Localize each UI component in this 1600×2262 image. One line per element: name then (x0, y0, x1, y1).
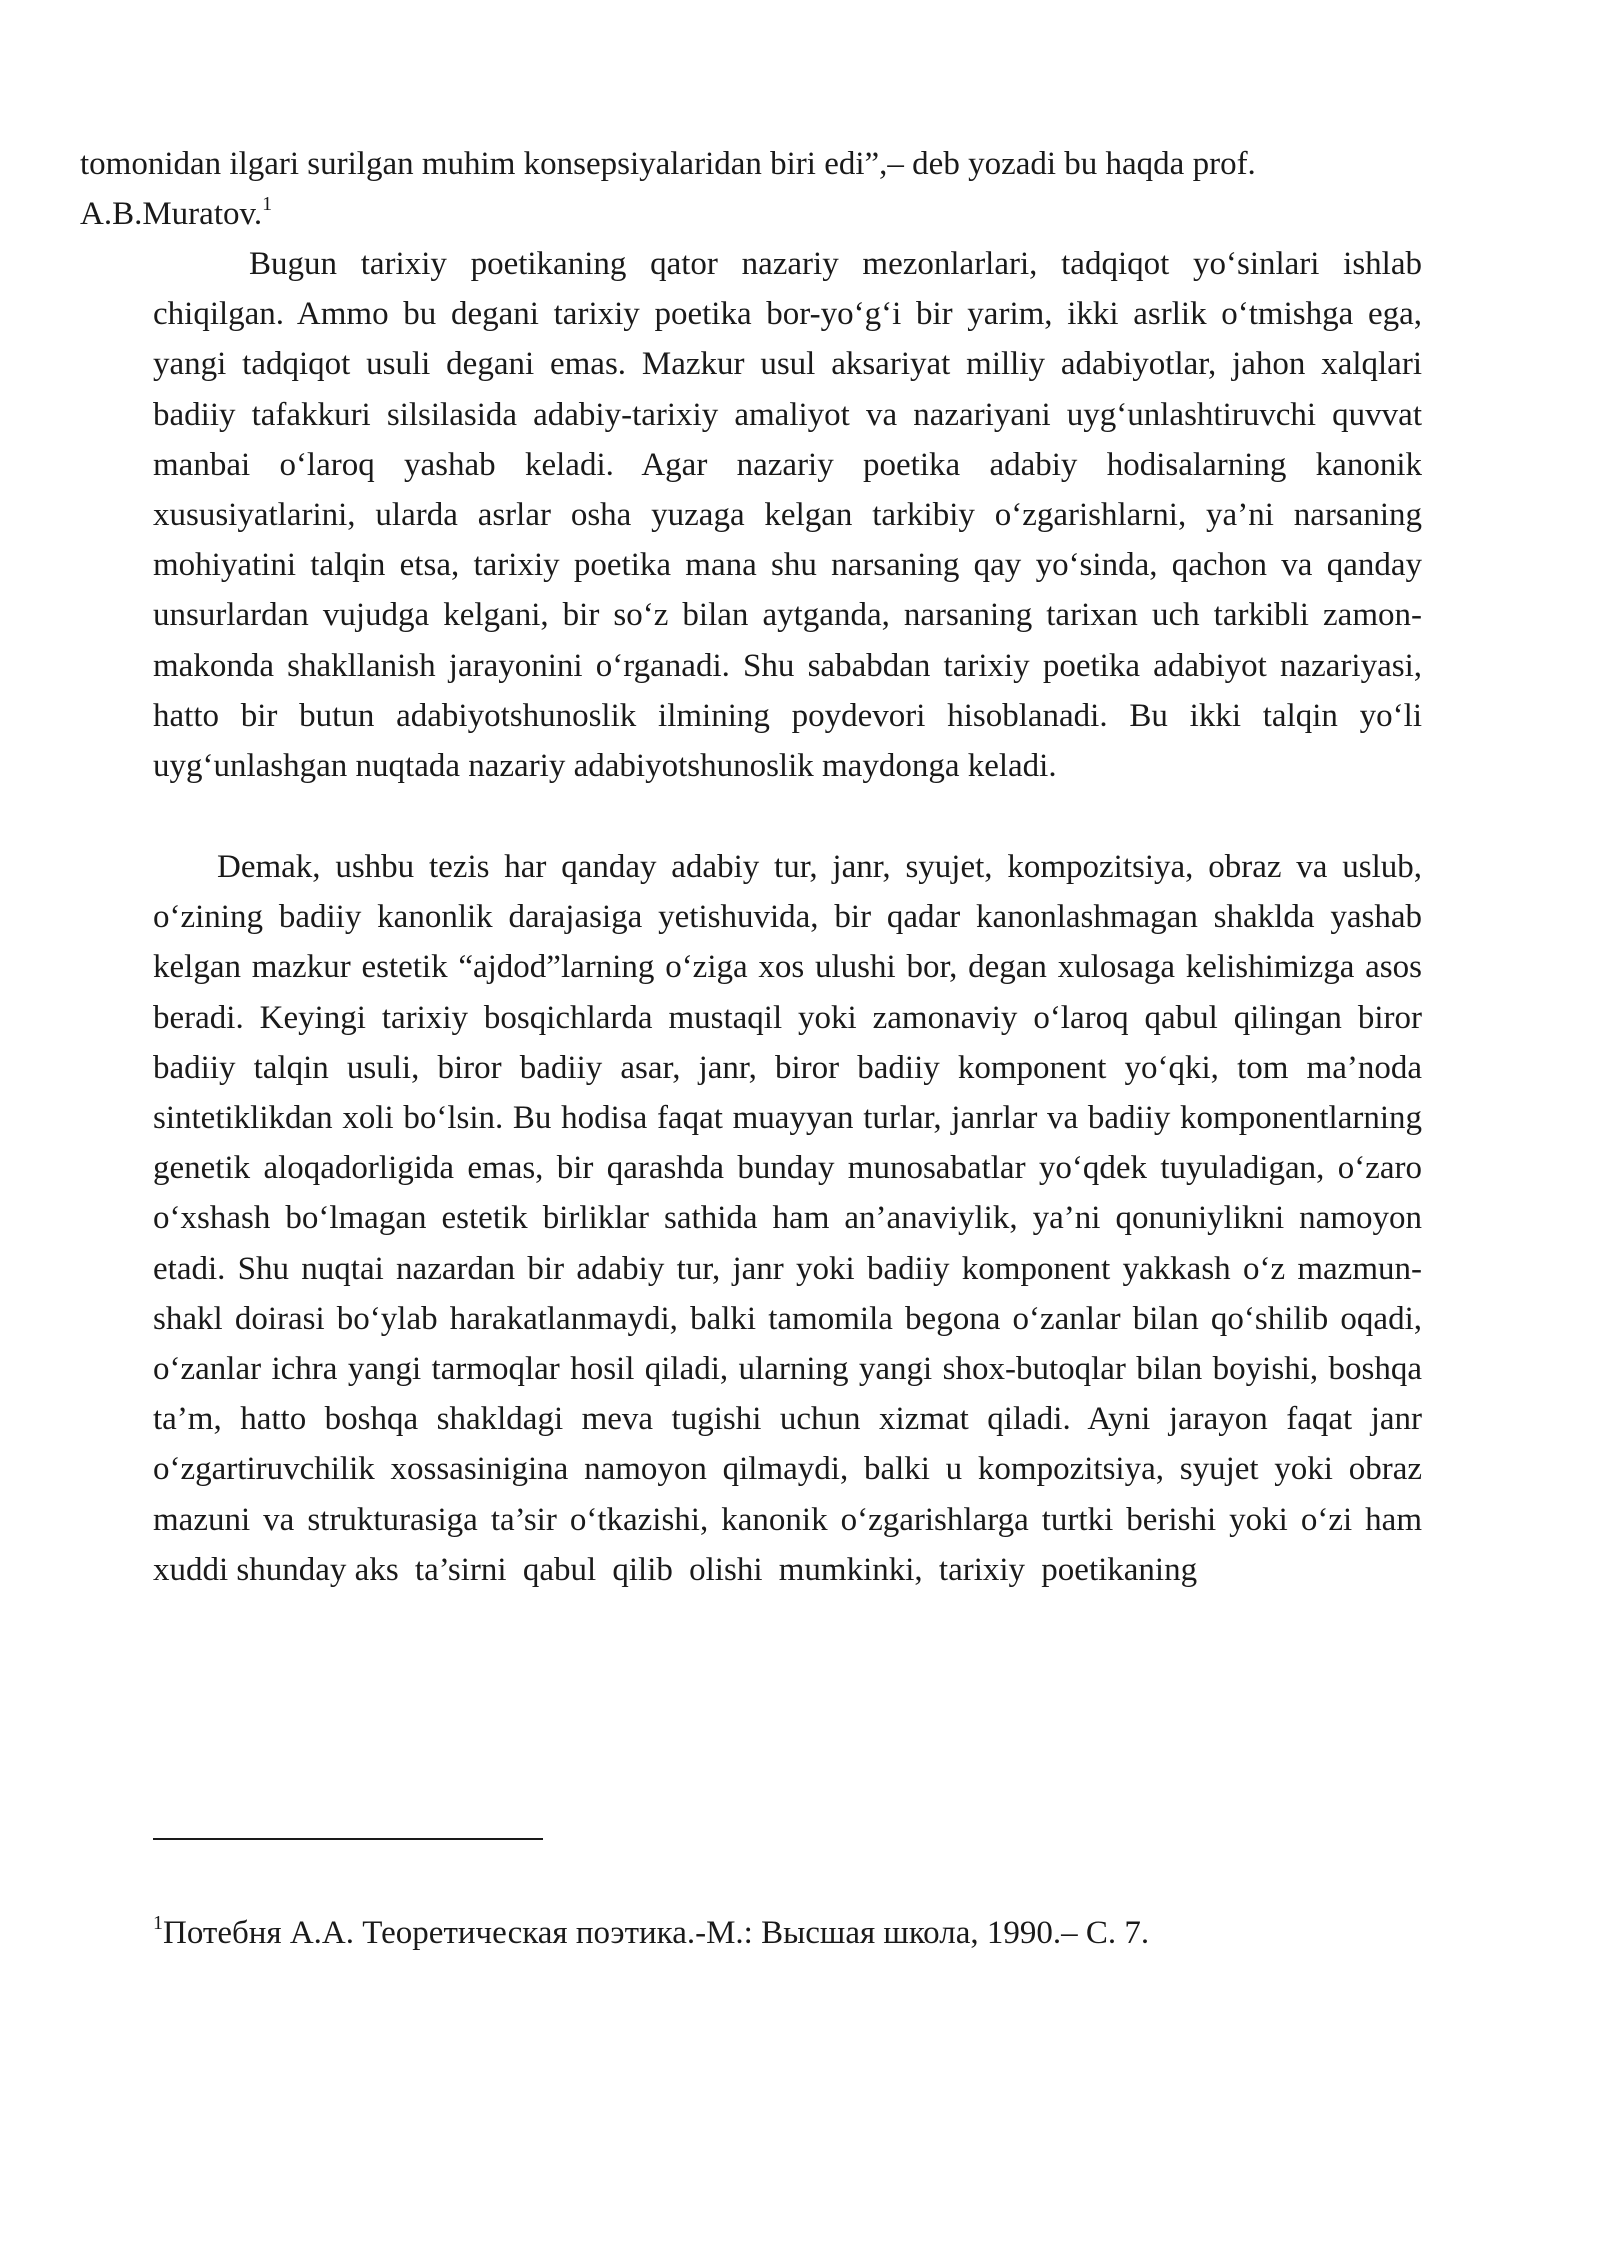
paragraph: Bugun tarixiy poetikaning qator nazariy mezonlarlari, tadqiqot yo‘sinlari ishlab chiqilgan. Ammo bu degani tarixiy poetika bor-yo‘g‘i bir yarim, ikki asrlik o‘tmishga ega, yangi tadqiqot usuli degani emas. Mazkur usul aksariyat milliy adabiyotlar, jahon xalqlari badiiy tafakkuri silsilasida adabiy-tarixiy amaliyot va nazariyani uyg‘unlashtiruvchi quvvat manbai o‘laroq yashab keladi. Agar nazariy poetika adabiy hodisalarning kanonik xususiyatlarini, ularda asrlar osha yuzaga kelgan tarkibiy o‘zgarishlarni, ya’ni narsaning mohiyatini talqin etsa, tarixiy poetika mana shu narsaning qay yo‘sinda, qachon va qanday unsurlardan vujudga kelgani, bir so‘z bilan aytganda, narsaning tarixan uch tarkibli zamon-makonda shakllanish jarayonini o‘rganadi. Shu sababdan tarixiy poetika adabiyot nazariyasi, hatto bir butun adabiyotshunoslik ilmining poydevori hisoblanadi. Bu ikki talqin yo‘li uyg‘unlashgan nuqtada nazariy adabiyotshunoslik maydonga keladi. (153, 246, 1422, 785)
footnote-number: 1 (153, 1912, 163, 1934)
footnote (153, 1908, 1422, 1958)
footnote-text: Потебня А.А. Теоретическая поэтика.-М.: Высшая школа, 1990.– С. 7. (163, 1915, 1150, 1951)
paragraph-continuation (80, 139, 1422, 239)
paragraph-last-line: aks ta’sirni qabul qilib olishi mumkinki, tarixiy poetikaning (354, 1551, 1198, 1588)
footnote-reference: 1 (262, 193, 273, 216)
footnote-separator (153, 1838, 543, 1840)
paragraph-text: Demak, ushbu tezis har qanday adabiy tur, janr, syujet, kompozitsiya, obraz va uslub, o‘zining badiiy kanonlik darajasiga yetishuvida, bir qadar kanonlashmagan shaklda yashab kelgan mazkur estetik “ajdod”larning o‘ziga xos ulushi bor, degan xulosaga kelishimizga asos beradi. Keyingi tarixiy bosqichlarda mustaqil yoki zamonaviy o‘laroq qabul qilingan biror badiiy talqin usuli, biror badiiy asar, janr, biror badiiy komponent yo‘qki, tom ma’noda sintetiklikdan xoli bo‘lsin. Bu hodisa faqat muayyan turlar, janrlar va badiiy komponentlarning genetik aloqadorligida emas, bir qarashda bunday munosabatlar yo‘qdek tuyuladigan, o‘zaro o‘xshash bo‘lmagan estetik birliklar sathida ham an’anaviylik, ya’ni qonuniylikni namoyon etadi. Shu nuqtai nazardan bir adabiy tur, janr yoki badiiy komponent yakkash o‘z mazmun-shakl doirasi bo‘ylab harakatlanmaydi, balki tamomila begona o‘zanlar bilan qo‘shilib oqadi, o‘zanlar ichra yangi tarmoqlar hosil qiladi, ularning yangi shox-butoqlar bilan boyishi, boshqa ta’m, hatto boshqa shakldagi meva tugishi uchun xizmat qiladi. Ayni jarayon faqat janr o‘zgartiruvchilik xossasinigina namoyon qilmaydi, balki u kompozitsiya, syujet yoki obraz mazuni va strukturasiga ta’sir o‘tkazishi, kanonik o‘zgarishlarga turtki berishi yoki o‘zi ham xuddi shunday (153, 849, 1422, 1588)
paragraph-text: tomonidan ilgari surilgan muhim konsepsiyalaridan biri edi”,– deb yozadi bu haqda prof. A.B.Muratov. (80, 146, 1256, 233)
paragraph (153, 842, 1422, 1595)
